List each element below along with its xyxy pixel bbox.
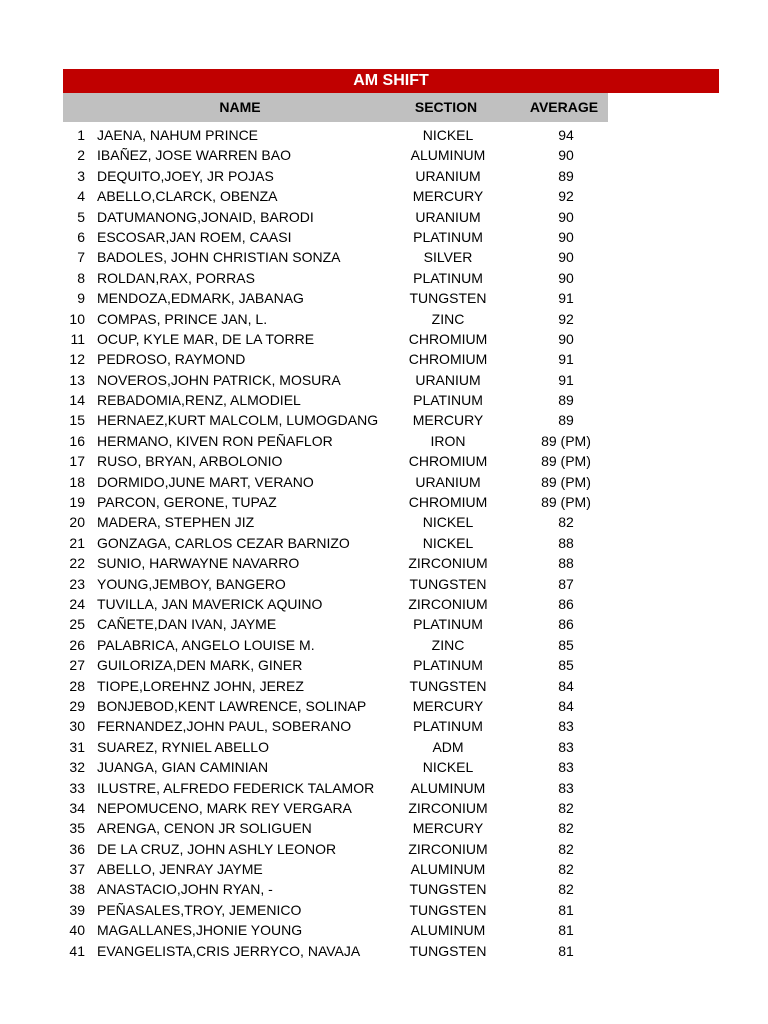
- rank-number: 19: [69, 494, 85, 511]
- table-row: [63, 859, 719, 879]
- rank-number: 2: [77, 147, 85, 164]
- average-score: 84: [558, 697, 574, 714]
- table-row: [63, 798, 719, 818]
- student-name: DEQUITO,JOEY, JR POJAS: [97, 167, 274, 184]
- table-row: [63, 655, 719, 675]
- student-name: JAENA, NAHUM PRINCE: [97, 127, 259, 143]
- table-row: [63, 329, 719, 349]
- student-name: CAÑETE,DAN IVAN, JAYME: [97, 616, 277, 633]
- rank-number: 21: [69, 534, 85, 551]
- average-score: 90: [558, 208, 574, 225]
- average-score: 82: [558, 820, 574, 837]
- student-name: ILUSTRE, ALFREDO FEDERICK TALAMOR: [97, 779, 375, 796]
- average-score: 89 (PM): [541, 473, 591, 490]
- rank-number: 15: [69, 412, 85, 429]
- table-row: [63, 757, 719, 777]
- average-score: 81: [558, 922, 574, 939]
- average-score: 88: [558, 555, 574, 572]
- rank-number: 31: [69, 738, 85, 755]
- table-row: [63, 451, 719, 471]
- section-name: URANIUM: [415, 371, 481, 388]
- average-score: 82: [558, 799, 574, 816]
- section-name: PLATINUM: [413, 269, 483, 286]
- table-row: [63, 635, 719, 655]
- student-name: PARCON, GERONE, TUPAZ: [97, 494, 277, 511]
- section-name: ALUMINUM: [410, 147, 486, 164]
- rank-number: 29: [69, 697, 85, 714]
- rank-number: 1: [77, 127, 85, 143]
- section-name: ZIRCONIUM: [408, 595, 488, 612]
- rank-number: 38: [69, 881, 85, 898]
- table-row: [63, 186, 719, 206]
- section-name: SILVER: [423, 249, 473, 266]
- student-name: ROLDAN,RAX, PORRAS: [97, 269, 255, 286]
- average-score: 82: [558, 514, 574, 531]
- section-name: ALUMINUM: [410, 779, 486, 796]
- average-score: 81: [558, 942, 574, 959]
- rank-number: 26: [69, 636, 85, 653]
- section-name: MERCURY: [412, 188, 484, 205]
- section-name: MERCURY: [412, 697, 484, 714]
- table-row: [63, 410, 719, 430]
- section-name: TUNGSTEN: [409, 942, 487, 959]
- table-row: [63, 472, 719, 492]
- average-score: 89: [558, 167, 574, 184]
- student-name: FERNANDEZ,JOHN PAUL, SOBERANO: [97, 718, 352, 735]
- table-row: [63, 309, 719, 329]
- rank-number: 41: [69, 942, 85, 959]
- table-row: [63, 696, 719, 716]
- student-name: DORMIDO,JUNE MART, VERANO: [97, 473, 314, 490]
- section-name: ZINC: [431, 636, 465, 653]
- section-name: PLATINUM: [413, 616, 483, 633]
- section-name: TUNGSTEN: [409, 290, 487, 307]
- section-name: MERCURY: [412, 820, 484, 837]
- rank-number: 20: [69, 514, 85, 531]
- table-row: [63, 941, 719, 961]
- section-name: URANIUM: [415, 473, 481, 490]
- student-name: SUNIO, HARWAYNE NAVARRO: [97, 555, 300, 572]
- student-name: OCUP, KYLE MAR, DE LA TORRE: [97, 330, 315, 347]
- section-name: ZIRCONIUM: [408, 555, 488, 572]
- average-score: 90: [558, 330, 574, 347]
- table-row: [63, 390, 719, 410]
- header-average: AVERAGE: [529, 99, 599, 115]
- student-name: DE LA CRUZ, JOHN ASHLY LEONOR: [97, 840, 337, 857]
- table-row: [63, 879, 719, 899]
- rank-number: 16: [69, 432, 85, 449]
- student-name: PALABRICA, ANGELO LOUISE M.: [97, 636, 315, 653]
- section-name: ZIRCONIUM: [408, 840, 488, 857]
- student-name: TIOPE,LOREHNZ JOHN, JEREZ: [97, 677, 304, 694]
- header-name: NAME: [219, 99, 261, 115]
- rank-number: 12: [69, 351, 85, 368]
- section-name: ZINC: [431, 310, 465, 327]
- table-row: [63, 614, 719, 634]
- rank-number: 39: [69, 901, 85, 918]
- rank-number: 9: [77, 290, 85, 307]
- section-name: NICKEL: [422, 127, 474, 143]
- student-name: MADERA, STEPHEN JIZ: [97, 514, 255, 531]
- student-name: JUANGA, GIAN CAMINIAN: [97, 759, 269, 776]
- table-row: [63, 574, 719, 594]
- section-name: IRON: [430, 432, 466, 449]
- section-name: CHROMIUM: [408, 351, 488, 368]
- rank-number: 6: [77, 228, 85, 245]
- section-name: PLATINUM: [413, 657, 483, 674]
- average-score: 89 (PM): [541, 432, 591, 449]
- average-score: 82: [558, 861, 574, 878]
- average-score: 85: [558, 636, 574, 653]
- student-name: NOVEROS,JOHN PATRICK, MOSURA: [97, 371, 341, 388]
- student-name: TUVILLA, JAN MAVERICK AQUINO: [97, 595, 323, 612]
- average-score: 83: [558, 759, 574, 776]
- rank-number: 7: [77, 249, 85, 266]
- section-name: TUNGSTEN: [409, 677, 487, 694]
- rank-number: 17: [69, 453, 85, 470]
- student-name: BONJEBOD,KENT LAWRENCE, SOLINAP: [97, 697, 367, 714]
- rank-number: 23: [69, 575, 85, 592]
- student-name: EVANGELISTA,CRIS JERRYCO, NAVAJA: [97, 942, 361, 959]
- column-header-row: [63, 93, 608, 122]
- student-name: RUSO, BRYAN, ARBOLONIO: [97, 453, 283, 470]
- table-row: [63, 716, 719, 736]
- section-name: CHROMIUM: [408, 330, 488, 347]
- rank-number: 34: [69, 799, 85, 816]
- student-name: YOUNG,JEMBOY, BANGERO: [97, 575, 286, 592]
- table-row: [63, 166, 719, 186]
- table-row: [63, 247, 719, 267]
- table-row: [63, 920, 719, 940]
- rank-number: 30: [69, 718, 85, 735]
- student-name: COMPAS, PRINCE JAN, L.: [97, 310, 268, 327]
- table-row: [63, 492, 719, 512]
- rank-number: 8: [77, 269, 85, 286]
- table-row: [63, 512, 719, 532]
- student-name: ABELLO, JENRAY JAYME: [97, 861, 263, 878]
- rank-number: 36: [69, 840, 85, 857]
- rank-number: 5: [77, 208, 85, 225]
- table-row: [63, 778, 719, 798]
- average-score: 87: [558, 575, 574, 592]
- average-score: 88: [558, 534, 574, 551]
- average-score: 94: [558, 127, 574, 143]
- rank-number: 40: [69, 922, 85, 939]
- table-row: [63, 431, 719, 451]
- table-row: [63, 125, 719, 145]
- rank-number: 18: [69, 473, 85, 490]
- section-name: CHROMIUM: [408, 453, 488, 470]
- student-list: [63, 125, 719, 961]
- student-name: MENDOZA,EDMARK, JABANAG: [97, 290, 304, 307]
- rank-number: 33: [69, 779, 85, 796]
- student-name: DATUMANONG,JONAID, BARODI: [97, 208, 314, 225]
- section-name: MERCURY: [412, 412, 484, 429]
- section-name: TUNGSTEN: [409, 881, 487, 898]
- section-name: URANIUM: [415, 167, 481, 184]
- section-name: PLATINUM: [413, 228, 483, 245]
- rank-number: 13: [69, 371, 85, 388]
- rank-number: 3: [77, 167, 85, 184]
- rank-number: 22: [69, 555, 85, 572]
- table-row: [63, 553, 719, 573]
- table-row: [63, 737, 719, 757]
- table-row: [63, 227, 719, 247]
- student-name: HERMANO, KIVEN RON PEÑAFLOR: [97, 432, 333, 449]
- shift-title: AM SHIFT: [63, 69, 719, 93]
- average-score: 89 (PM): [541, 494, 591, 511]
- section-name: ALUMINUM: [410, 922, 486, 939]
- average-score: 84: [558, 677, 574, 694]
- student-name: GONZAGA, CARLOS CEZAR BARNIZO: [97, 534, 350, 551]
- average-score: 91: [558, 371, 574, 388]
- student-name: IBAÑEZ, JOSE WARREN BAO: [97, 147, 291, 164]
- average-score: 86: [558, 616, 574, 633]
- table-row: [63, 676, 719, 696]
- average-score: 89: [558, 392, 574, 409]
- student-name: ARENGA, CENON JR SOLIGUEN: [97, 820, 312, 837]
- section-name: URANIUM: [415, 208, 481, 225]
- section-name: NICKEL: [422, 759, 474, 776]
- student-name: SUAREZ, RYNIEL ABELLO: [97, 738, 269, 755]
- student-name: GUILORIZA,DEN MARK, GINER: [97, 657, 303, 674]
- average-score: 83: [558, 718, 574, 735]
- average-score: 89 (PM): [541, 453, 591, 470]
- average-score: 90: [558, 269, 574, 286]
- rank-number: 28: [69, 677, 85, 694]
- table-row: [63, 594, 719, 614]
- header-section: SECTION: [414, 99, 478, 115]
- table-row: [63, 288, 719, 308]
- header-rank-cell: [63, 93, 93, 122]
- section-name: TUNGSTEN: [409, 575, 487, 592]
- table-row: [63, 207, 719, 227]
- rank-number: 25: [69, 616, 85, 633]
- average-score: 92: [558, 188, 574, 205]
- rank-number: 35: [69, 820, 85, 837]
- rank-number: 11: [70, 330, 85, 347]
- average-score: 91: [558, 351, 574, 368]
- table-row: [63, 533, 719, 553]
- student-name: HERNAEZ,KURT MALCOLM, LUMOGDANG: [97, 412, 379, 429]
- student-name: ABELLO,CLARCK, OBENZA: [97, 188, 278, 205]
- table-row: [63, 818, 719, 838]
- student-name: BADOLES, JOHN CHRISTIAN SONZA: [97, 249, 341, 266]
- average-score: 82: [558, 881, 574, 898]
- rank-number: 27: [69, 657, 85, 674]
- average-score: 81: [558, 901, 574, 918]
- average-score: 92: [558, 310, 574, 327]
- rank-number: 10: [69, 310, 85, 327]
- table-row: [63, 145, 719, 165]
- section-name: TUNGSTEN: [409, 901, 487, 918]
- student-name: PEDROSO, RAYMOND: [97, 351, 246, 368]
- student-name: ANASTACIO,JOHN RYAN, -: [97, 881, 273, 898]
- average-score: 90: [558, 249, 574, 266]
- rank-number: 24: [69, 595, 85, 612]
- rank-number: 4: [77, 188, 85, 205]
- average-score: 90: [558, 228, 574, 245]
- table-row: [63, 370, 719, 390]
- section-name: ADM: [432, 738, 464, 755]
- section-name: ZIRCONIUM: [408, 799, 488, 816]
- average-score: 91: [558, 290, 574, 307]
- average-score: 82: [558, 840, 574, 857]
- rank-number: 32: [69, 759, 85, 776]
- table-row: [63, 349, 719, 369]
- rank-number: 37: [69, 861, 85, 878]
- average-score: 83: [558, 779, 574, 796]
- section-name: CHROMIUM: [408, 494, 488, 511]
- average-score: 86: [558, 595, 574, 612]
- table-row: [63, 900, 719, 920]
- student-name: PEÑASALES,TROY, JEMENICO: [97, 901, 302, 918]
- rank-number: 14: [69, 392, 85, 409]
- section-name: NICKEL: [422, 514, 474, 531]
- student-name: ESCOSAR,JAN ROEM, CAASI: [97, 228, 292, 245]
- average-score: 85: [558, 657, 574, 674]
- section-name: PLATINUM: [413, 392, 483, 409]
- student-name: MAGALLANES,JHONIE YOUNG: [97, 922, 303, 939]
- table-row: [63, 268, 719, 288]
- average-score: 83: [558, 738, 574, 755]
- section-name: PLATINUM: [413, 718, 483, 735]
- ranking-sheet: [63, 69, 719, 961]
- average-score: 90: [558, 147, 574, 164]
- student-name: NEPOMUCENO, MARK REY VERGARA: [97, 799, 352, 816]
- table-row: [63, 839, 719, 859]
- section-name: ALUMINUM: [410, 861, 486, 878]
- student-name: REBADOMIA,RENZ, ALMODIEL: [97, 392, 301, 409]
- section-name: NICKEL: [422, 534, 474, 551]
- average-score: 89: [558, 412, 574, 429]
